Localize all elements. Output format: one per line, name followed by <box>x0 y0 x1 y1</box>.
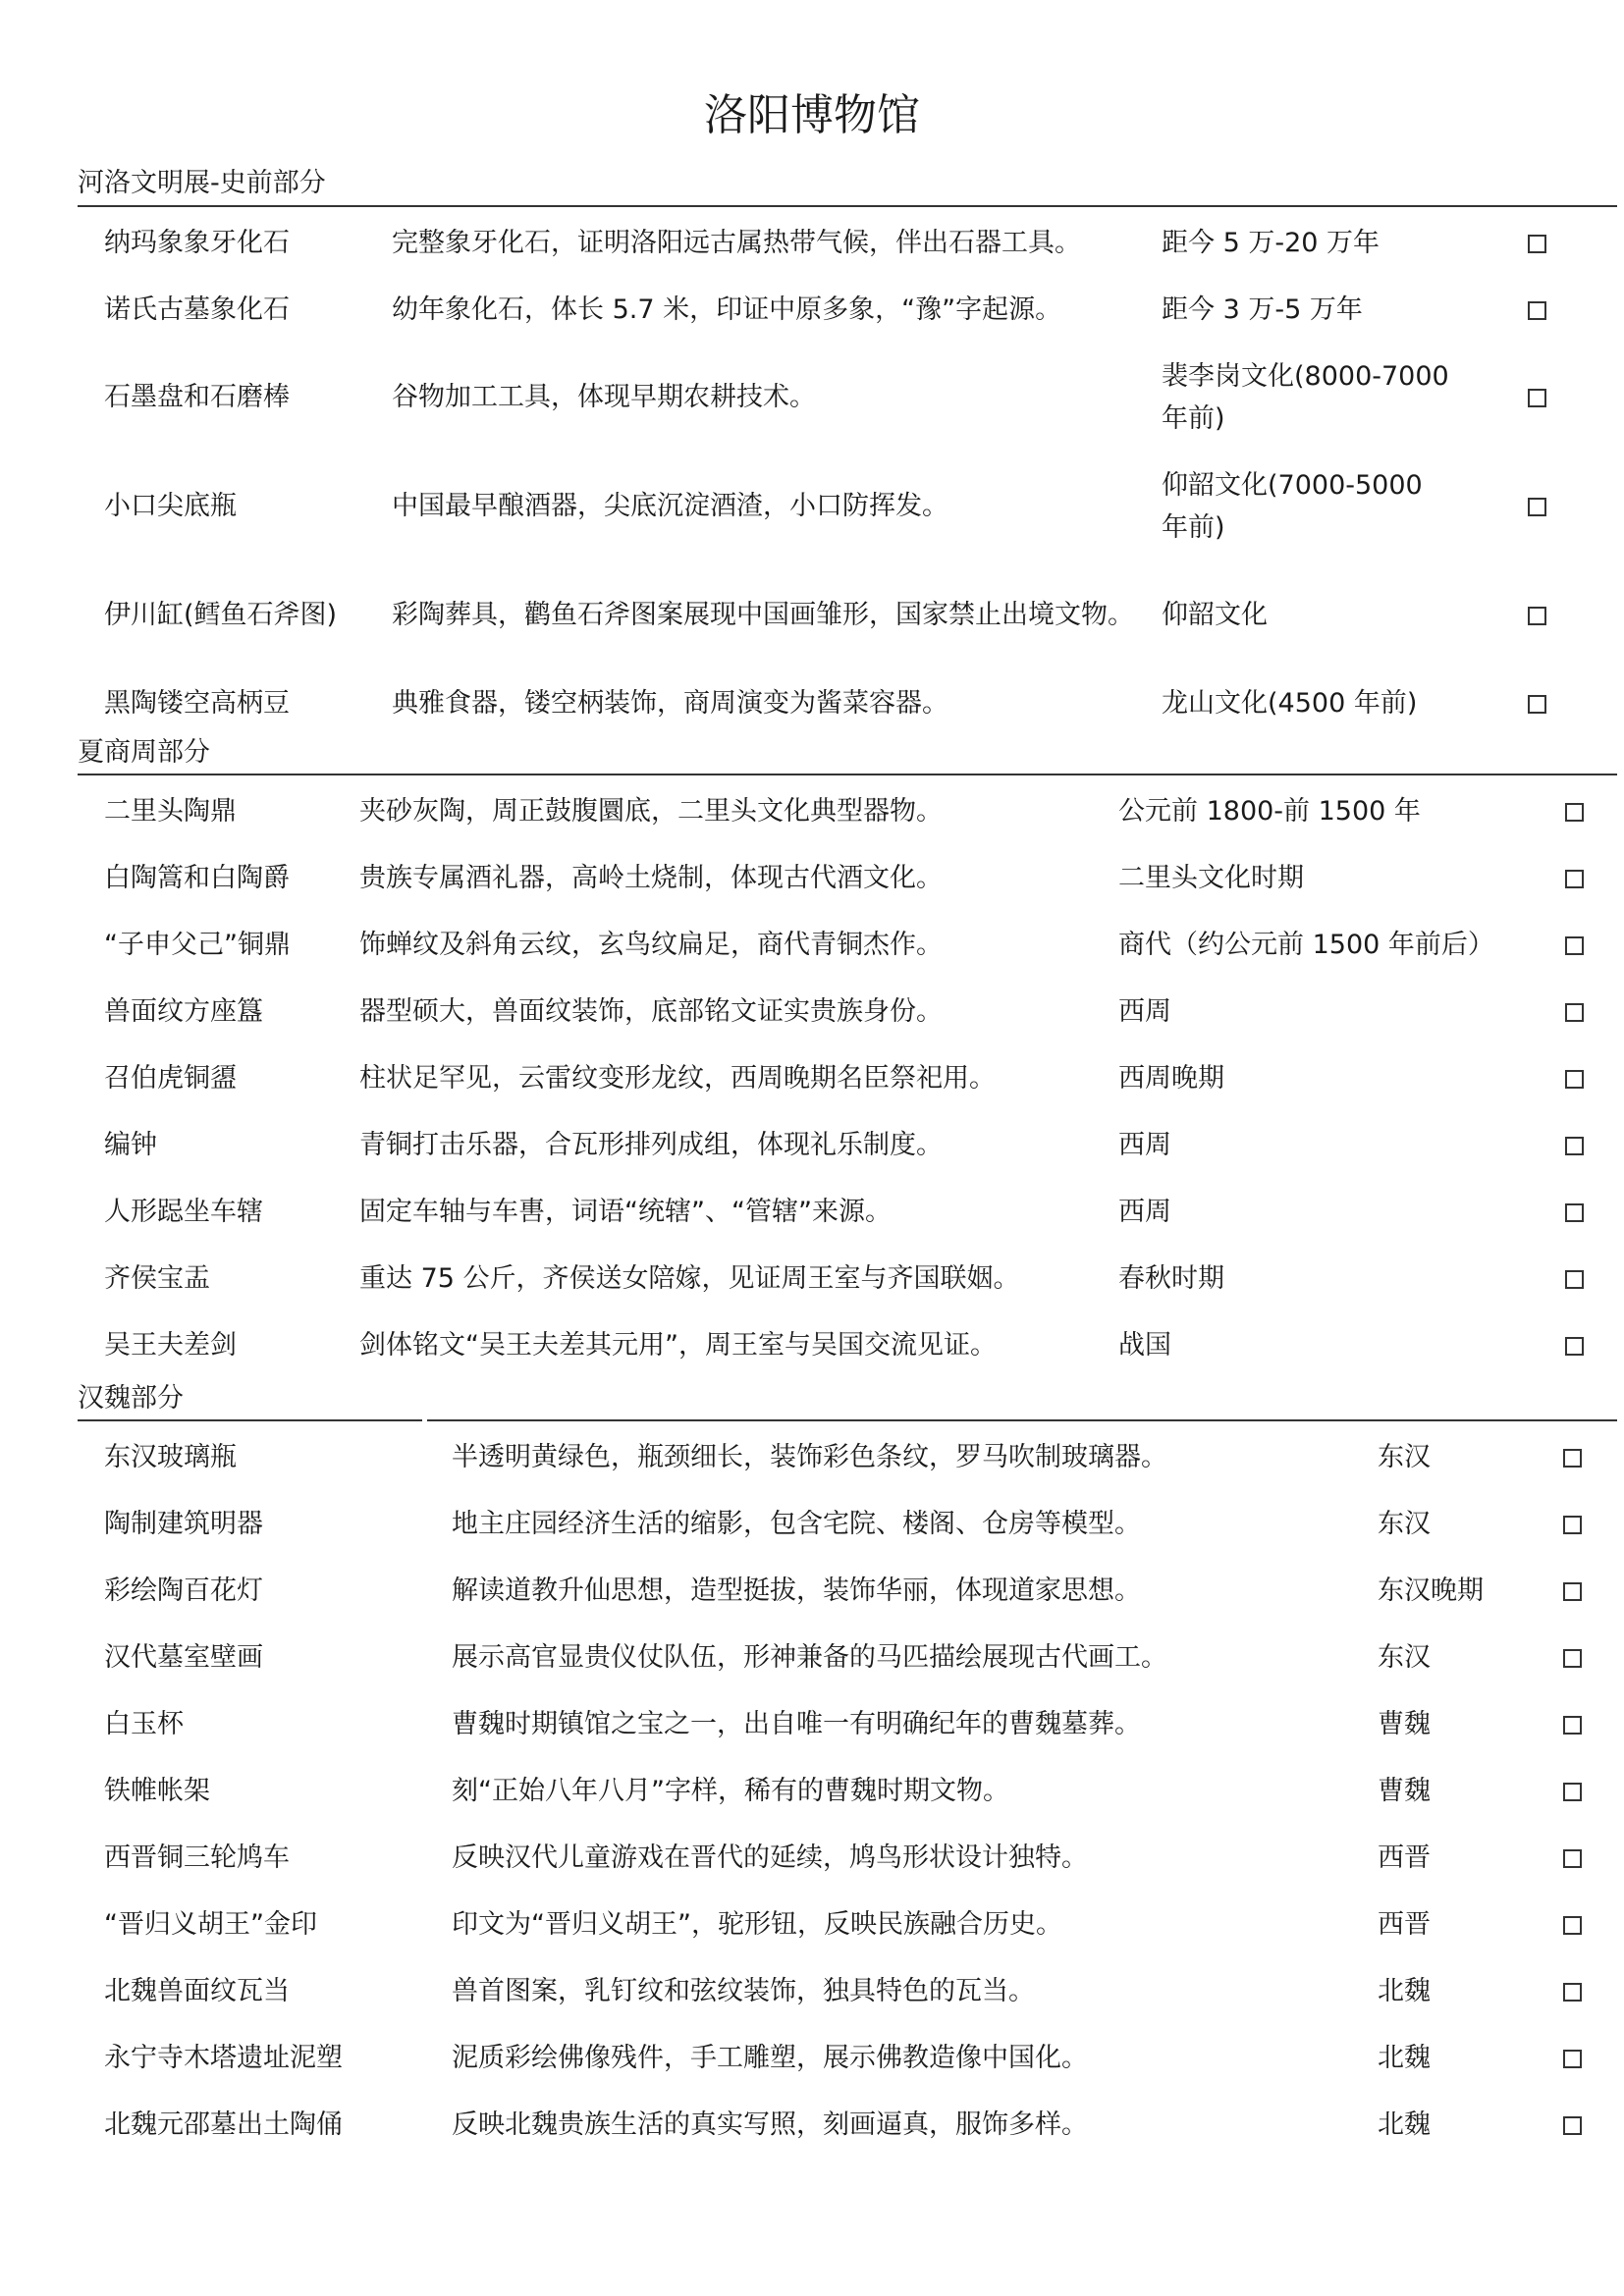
exhibit-period: 裴李岗文化(8000-7000 年前) <box>1162 360 1449 434</box>
checkbox[interactable] <box>1563 1849 1582 1868</box>
table-row <box>78 452 1617 561</box>
exhibit-name: “晋归义胡王”金印 <box>104 1908 317 1940</box>
exhibit-period: 北魏 <box>1378 1975 1431 2006</box>
exhibit-period: 春秋时期 <box>1118 1262 1224 1294</box>
table-row <box>78 1891 1617 1957</box>
exhibit-period: 西晋 <box>1378 1842 1431 1873</box>
exhibit-period: 东汉晚期 <box>1378 1575 1484 1606</box>
table-row <box>78 1690 1617 1757</box>
exhibit-description: 解读道教升仙思想，造型挺拔，装饰华丽，体现道家思想。 <box>452 1575 1141 1606</box>
exhibit-description: 反映北魏贵族生活的真实写照，刻画逼真，服饰多样。 <box>452 2109 1088 2140</box>
exhibit-name: 二里头陶鼎 <box>104 795 237 827</box>
exhibit-name: 编钟 <box>104 1129 157 1160</box>
exhibit-name: 小口尖底瓶 <box>104 491 237 521</box>
exhibit-period: 距今 5 万-20 万年 <box>1162 227 1380 258</box>
section-heading-han-wei: 汉魏部分 <box>78 1383 184 1414</box>
exhibit-description: 饰蝉纹及斜角云纹，玄鸟纹扁足，商代青铜杰作。 <box>359 929 943 960</box>
exhibit-description: 兽首图案，乳钉纹和弦纹装饰，独具特色的瓦当。 <box>452 1975 1035 2006</box>
exhibit-name: 兽面纹方座簋 <box>104 995 263 1027</box>
exhibit-name: 召伯虎铜盨 <box>104 1062 237 1094</box>
exhibit-period: 东汉 <box>1378 1441 1431 1472</box>
checkbox[interactable] <box>1565 870 1584 888</box>
checkbox[interactable] <box>1528 235 1546 253</box>
exhibit-description: 剑体铭文“吴王夫差其元用”，周王室与吴国交流见证。 <box>359 1329 997 1361</box>
checkbox[interactable] <box>1565 803 1584 822</box>
exhibit-description: 青铜打击乐器，合瓦形排列成组，体现礼乐制度。 <box>359 1129 943 1160</box>
exhibit-period: 曹魏 <box>1378 1775 1431 1806</box>
table-row <box>78 1423 1617 1490</box>
table-row <box>78 1624 1617 1690</box>
table-row <box>78 978 1617 1044</box>
table-row <box>78 669 1617 736</box>
exhibit-period: 东汉 <box>1378 1508 1431 1539</box>
checkbox[interactable] <box>1528 695 1546 714</box>
table-row <box>78 1311 1617 1378</box>
exhibit-name: 诺氏古墓象化石 <box>104 294 290 325</box>
section-divider <box>78 205 1617 207</box>
exhibit-description: 彩陶葬具，鹳鱼石斧图案展现中国画雏形，国家禁止出境文物。 <box>392 600 1134 630</box>
section-heading-xia-shang-zhou: 夏商周部分 <box>78 737 210 768</box>
exhibit-period: 公元前 1800-前 1500 年 <box>1118 795 1421 827</box>
exhibit-name: 西晋铜三轮鸠车 <box>104 1842 290 1873</box>
table-row <box>78 1178 1617 1245</box>
exhibit-description: 器型硕大，兽面纹装饰，底部铭文证实贵族身份。 <box>359 995 943 1027</box>
checkbox[interactable] <box>1565 1270 1584 1289</box>
checkbox[interactable] <box>1563 1582 1582 1601</box>
table-row <box>78 209 1617 276</box>
exhibit-name: 彩绘陶百花灯 <box>104 1575 263 1606</box>
checkbox[interactable] <box>1563 1516 1582 1534</box>
exhibit-name: 铁帷帐架 <box>104 1775 210 1806</box>
exhibit-description: 反映汉代儿童游戏在晋代的延续，鸠鸟形状设计独特。 <box>452 1842 1088 1873</box>
exhibit-description: 曹魏时期镇馆之宝之一，出自唯一有明确纪年的曹魏墓葬。 <box>452 1708 1141 1739</box>
exhibit-table-prehistoric <box>78 209 1617 736</box>
exhibit-description: 半透明黄绿色，瓶颈细长，装饰彩色条纹，罗马吹制玻璃器。 <box>452 1441 1167 1472</box>
checkbox[interactable] <box>1565 1070 1584 1089</box>
section-divider <box>78 1419 422 1421</box>
checkbox[interactable] <box>1528 607 1546 625</box>
checkbox[interactable] <box>1528 301 1546 320</box>
exhibit-name: 白陶篙和白陶爵 <box>104 862 290 893</box>
table-row <box>78 1557 1617 1624</box>
exhibit-description: 贵族专属酒礼器，高岭土烧制，体现古代酒文化。 <box>359 862 943 893</box>
exhibit-name: 永宁寺木塔遗址泥塑 <box>104 2042 343 2073</box>
exhibit-name: 石墨盘和石磨棒 <box>104 382 290 412</box>
checkbox[interactable] <box>1528 389 1546 407</box>
exhibit-name: 吴王夫差剑 <box>104 1329 237 1361</box>
exhibit-description: 展示高官显贵仪仗队伍，形神兼备的马匹描绘展现古代画工。 <box>452 1641 1167 1673</box>
table-row <box>78 777 1617 844</box>
exhibit-period: 西周晚期 <box>1118 1062 1224 1094</box>
exhibit-description: 幼年象化石，体长 5.7 米，印证中原多象，“豫”字起源。 <box>392 294 1062 325</box>
exhibit-description: 泥质彩绘佛像残件，手工雕塑，展示佛教造像中国化。 <box>452 2042 1088 2073</box>
exhibit-name: 齐侯宝盂 <box>104 1262 210 1294</box>
table-row <box>78 1957 1617 2024</box>
exhibit-description: 固定车轴与车軎，词语“统辖”、“管辖”来源。 <box>359 1196 892 1227</box>
checkbox[interactable] <box>1563 1783 1582 1801</box>
checkbox[interactable] <box>1563 2050 1582 2068</box>
exhibit-description: 完整象牙化石，证明洛阳远古属热带气候，伴出石器工具。 <box>392 227 1081 258</box>
exhibit-description: 中国最早酿酒器，尖底沉淀酒渣，小口防挥发。 <box>392 491 948 521</box>
exhibit-name: 黑陶镂空高柄豆 <box>104 687 290 719</box>
exhibit-name: 纳玛象象牙化石 <box>104 227 290 258</box>
exhibit-period: 西晋 <box>1378 1908 1431 1940</box>
checkbox[interactable] <box>1565 1003 1584 1022</box>
table-row <box>78 561 1617 669</box>
exhibit-table-xia-shang-zhou <box>78 777 1617 1378</box>
exhibit-period: 北魏 <box>1378 2109 1431 2140</box>
exhibit-period: 西周 <box>1118 1196 1171 1227</box>
exhibit-period: 龙山文化(4500 年前) <box>1162 687 1418 719</box>
table-row <box>78 1111 1617 1178</box>
checkbox[interactable] <box>1565 1337 1584 1356</box>
exhibit-period: 二里头文化时期 <box>1118 862 1304 893</box>
table-row <box>78 2024 1617 2091</box>
exhibit-description: 刻“正始八年八月”字样，稀有的曹魏时期文物。 <box>452 1775 1009 1806</box>
table-row <box>78 276 1617 343</box>
table-row <box>78 2091 1617 2158</box>
checkbox[interactable] <box>1563 2116 1582 2135</box>
checkbox[interactable] <box>1565 1137 1584 1155</box>
exhibit-name: 人形跽坐车辖 <box>104 1196 263 1227</box>
exhibit-name: 东汉玻璃瓶 <box>104 1441 237 1472</box>
exhibit-name: 北魏元邵墓出土陶俑 <box>104 2109 343 2140</box>
exhibit-period: 西周 <box>1118 995 1171 1027</box>
exhibit-period: 西周 <box>1118 1129 1171 1160</box>
checkbox[interactable] <box>1563 1449 1582 1468</box>
exhibit-description: 重达 75 公斤，齐侯送女陪嫁，见证周王室与齐国联姻。 <box>359 1262 1020 1294</box>
table-row <box>78 1824 1617 1891</box>
exhibit-description: 夹砂灰陶，周正鼓腹圜底，二里头文化典型器物。 <box>359 795 943 827</box>
exhibit-period: 东汉 <box>1378 1641 1431 1673</box>
exhibit-name: 伊川缸(鳕鱼石斧图) <box>104 600 338 630</box>
exhibit-period: 商代（约公元前 1500 年前后） <box>1118 929 1494 960</box>
table-row <box>78 343 1617 452</box>
section-divider <box>427 1419 1617 1421</box>
checkbox[interactable] <box>1565 1203 1584 1222</box>
page-title: 洛阳博物馆 <box>704 90 920 140</box>
exhibit-period: 曹魏 <box>1378 1708 1431 1739</box>
section-heading-prehistoric: 河洛文明展-史前部分 <box>78 168 326 198</box>
table-row <box>78 1490 1617 1557</box>
exhibit-name: 北魏兽面纹瓦当 <box>104 1975 290 2006</box>
exhibit-description: 典雅食器，镂空柄装饰，商周演变为酱菜容器。 <box>392 687 948 719</box>
checkbox[interactable] <box>1563 1716 1582 1735</box>
checkbox[interactable] <box>1563 1649 1582 1668</box>
exhibit-name: “子申父己”铜鼎 <box>104 929 291 960</box>
exhibit-period: 北魏 <box>1378 2042 1431 2073</box>
exhibit-period: 距今 3 万-5 万年 <box>1162 294 1363 325</box>
table-row <box>78 911 1617 978</box>
checkbox[interactable] <box>1563 1916 1582 1935</box>
exhibit-description: 柱状足罕见，云雷纹变形龙纹，西周晚期名臣祭祀用。 <box>359 1062 996 1094</box>
checkbox[interactable] <box>1528 498 1546 516</box>
exhibit-name: 白玉杯 <box>104 1708 184 1739</box>
checkbox[interactable] <box>1565 936 1584 955</box>
table-row <box>78 844 1617 911</box>
exhibit-description: 谷物加工工具，体现早期农耕技术。 <box>392 382 816 412</box>
exhibit-table-han-wei <box>78 1423 1617 2158</box>
section-divider <box>78 774 1617 775</box>
table-row <box>78 1245 1617 1311</box>
exhibit-period: 仰韶文化(7000-5000 年前) <box>1162 469 1423 543</box>
checkbox[interactable] <box>1563 1983 1582 2002</box>
exhibit-period: 仰韶文化 <box>1162 600 1268 630</box>
exhibit-description: 地主庄园经济生活的缩影，包含宅院、楼阁、仓房等模型。 <box>452 1508 1141 1539</box>
exhibit-description: 印文为“晋归义胡王”，驼形钮，反映民族融合历史。 <box>452 1908 1062 1940</box>
exhibit-name: 汉代墓室壁画 <box>104 1641 263 1673</box>
table-row <box>78 1757 1617 1824</box>
exhibit-name: 陶制建筑明器 <box>104 1508 263 1539</box>
exhibit-period: 战国 <box>1118 1329 1171 1361</box>
table-row <box>78 1044 1617 1111</box>
